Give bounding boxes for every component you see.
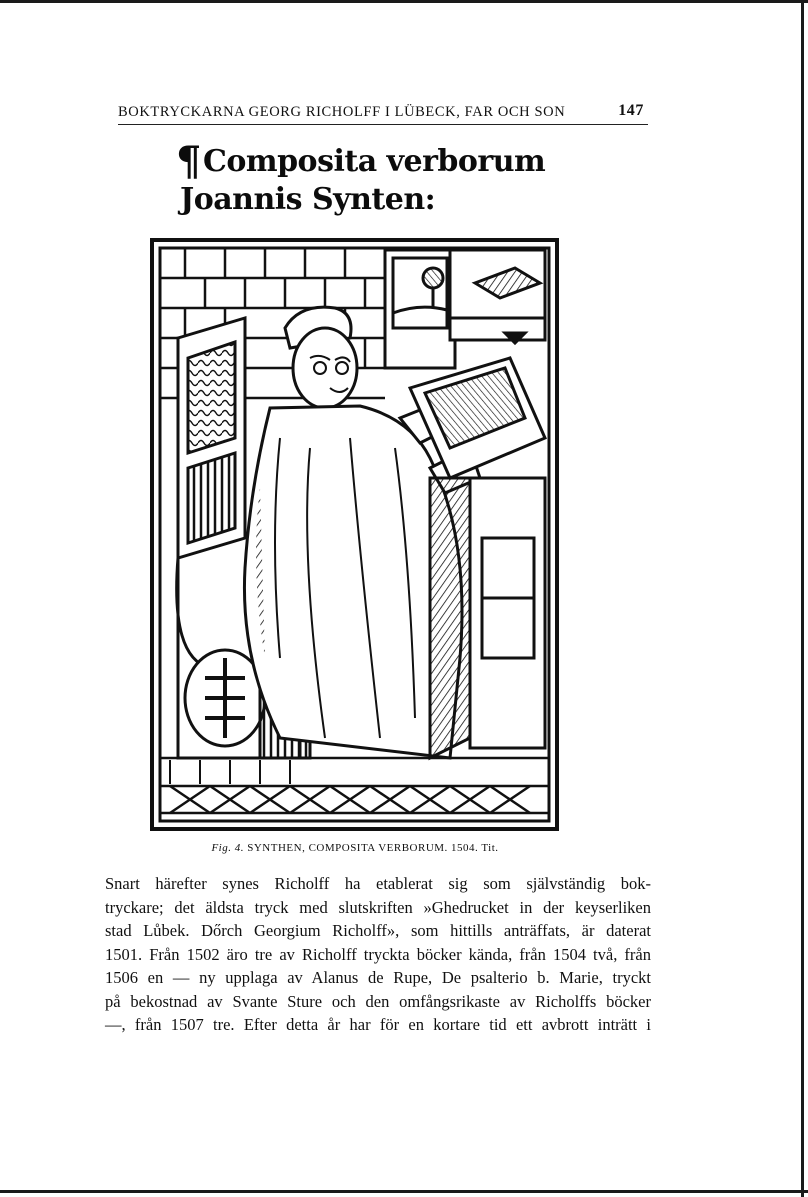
body-line-1: Snart härefter synes Richolff ha etablerat sig som självständig bok- — [105, 874, 651, 893]
running-head — [118, 104, 648, 125]
scan-edge-bottom — [0, 1190, 808, 1193]
figure-label: Fig. 4. — [211, 842, 244, 854]
woodcut-illustration — [150, 238, 559, 831]
running-head-title: BOKTRYCKARNA GEORG RICHOLFF I LÜBECK, FAR OCH SON — [118, 104, 566, 120]
scan-edge-right — [801, 0, 804, 1197]
body-line-3: stad Lůbek. Dőrch Georgium Richolff», som hittills anträffats, är daterat — [105, 921, 651, 940]
body-paragraph — [105, 872, 651, 1037]
title-line-2: Joannis Synten: — [180, 182, 436, 217]
body-line-5: 1506 en — ny upplaga av Alanus de Rupe, De psalterio b. Marie, tryckt — [105, 968, 651, 987]
page-number: 147 — [618, 102, 644, 119]
body-line-6: på bekostnad av Svante Sture och den omfångsrikaste av Richolffs böcker — [105, 991, 651, 1011]
body-line-2: tryckare; det äldsta tryck med slutskriften »Ghedrucket in der keyserliken — [105, 897, 651, 917]
figure-caption-text: SYNTHEN, COMPOSITA VERBORUM. 1504. Tit. — [247, 842, 499, 854]
title-line-1: Composita verborum — [202, 144, 546, 179]
body-line-7: —, från 1507 tre. Efter detta år har för en kortare tid ett avbrott inträtt i — [105, 1015, 651, 1034]
scan-edge-top — [0, 0, 808, 3]
pilcrow-icon: ¶ — [176, 138, 201, 185]
blackletter-title — [176, 138, 596, 219]
figure-caption — [150, 842, 560, 854]
lectern — [410, 358, 545, 758]
body-line-4: 1501. Från 1502 äro tre av Richolff tryckta böcker kända, från 1504 två, från — [105, 944, 651, 964]
